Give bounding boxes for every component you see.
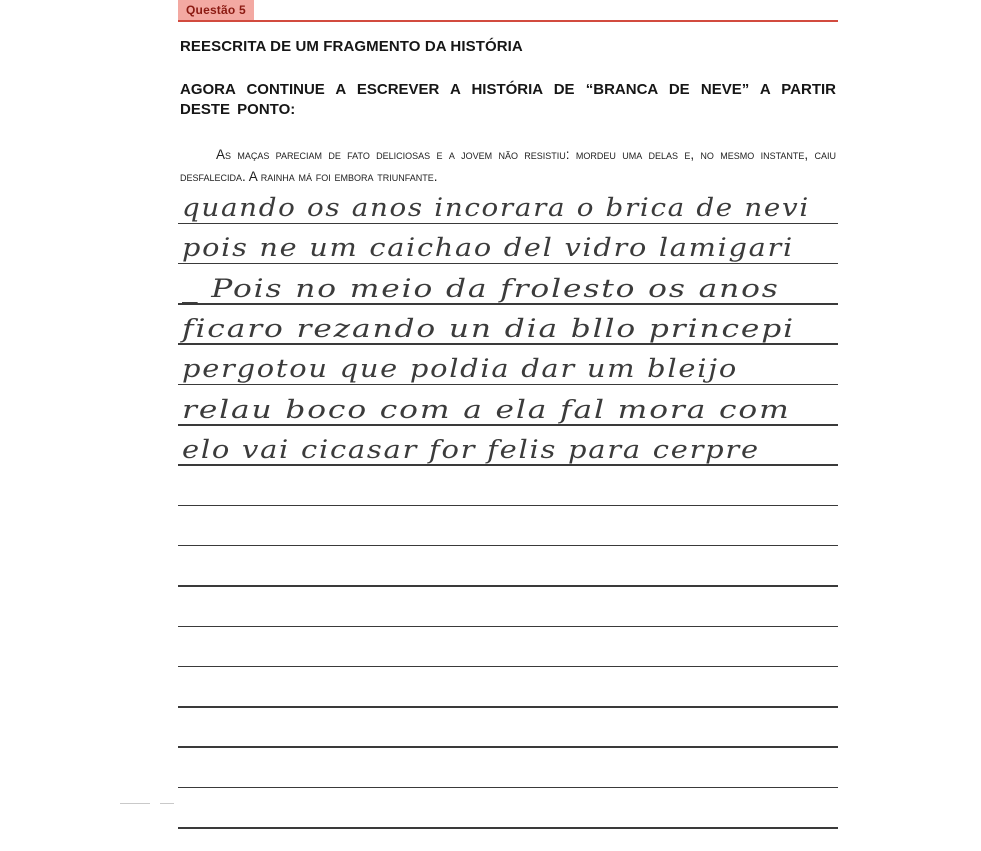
writing-line[interactable] xyxy=(178,305,838,345)
scan-mark xyxy=(160,803,174,804)
writing-line[interactable] xyxy=(178,466,838,506)
handwritten-text: quando os anos incorara o brica de nevi xyxy=(182,193,810,222)
question-header xyxy=(178,0,838,22)
story-excerpt: As maças pareciam de fato deliciosas e a jovem não resistiu: mordeu uma delas e, no mesmo instante, caiu desfalecida. A rainha má foi embora triunfante. xyxy=(180,147,836,184)
handwritten-text: pergotou que poldia dar um bleijo xyxy=(182,354,738,384)
writing-line[interactable] xyxy=(178,708,838,748)
writing-line[interactable] xyxy=(178,627,838,667)
handwritten-text: _ Pois no meio da frolesto os anos xyxy=(182,273,780,303)
header-divider xyxy=(178,20,838,22)
writing-line[interactable] xyxy=(178,265,838,305)
handwritten-text: pois ne um caichao del vidro lamigari xyxy=(182,233,794,263)
handwritten-text: elo vai cicasar for felis para cerpre xyxy=(182,434,760,464)
writing-line[interactable] xyxy=(178,789,838,829)
handwritten-text: ficaro rezando un dia bllo princepi xyxy=(182,313,795,343)
writing-line[interactable] xyxy=(178,506,838,546)
line-rule xyxy=(178,827,838,829)
handwritten-text: relau boco com a ela fal mora com xyxy=(182,394,791,424)
instruction-text: AGORA CONTINUE A ESCREVER A HISTÓRIA DE “BRANCA DE NEVE” A PARTIR DESTE PONTO: xyxy=(180,81,836,118)
writing-line[interactable] xyxy=(178,345,838,385)
writing-line[interactable] xyxy=(178,224,838,264)
writing-line[interactable] xyxy=(178,184,838,224)
writing-line[interactable] xyxy=(178,426,838,466)
question-label: Questão 5 xyxy=(178,0,254,20)
writing-line[interactable] xyxy=(178,587,838,627)
writing-area[interactable] xyxy=(178,180,838,850)
scan-mark xyxy=(120,803,150,804)
section-title: REESCRITA DE UM FRAGMENTO DA HISTÓRIA xyxy=(180,38,523,55)
writing-line[interactable] xyxy=(178,748,838,788)
writing-line[interactable] xyxy=(178,386,838,426)
writing-line[interactable] xyxy=(178,668,838,708)
writing-line[interactable] xyxy=(178,547,838,587)
